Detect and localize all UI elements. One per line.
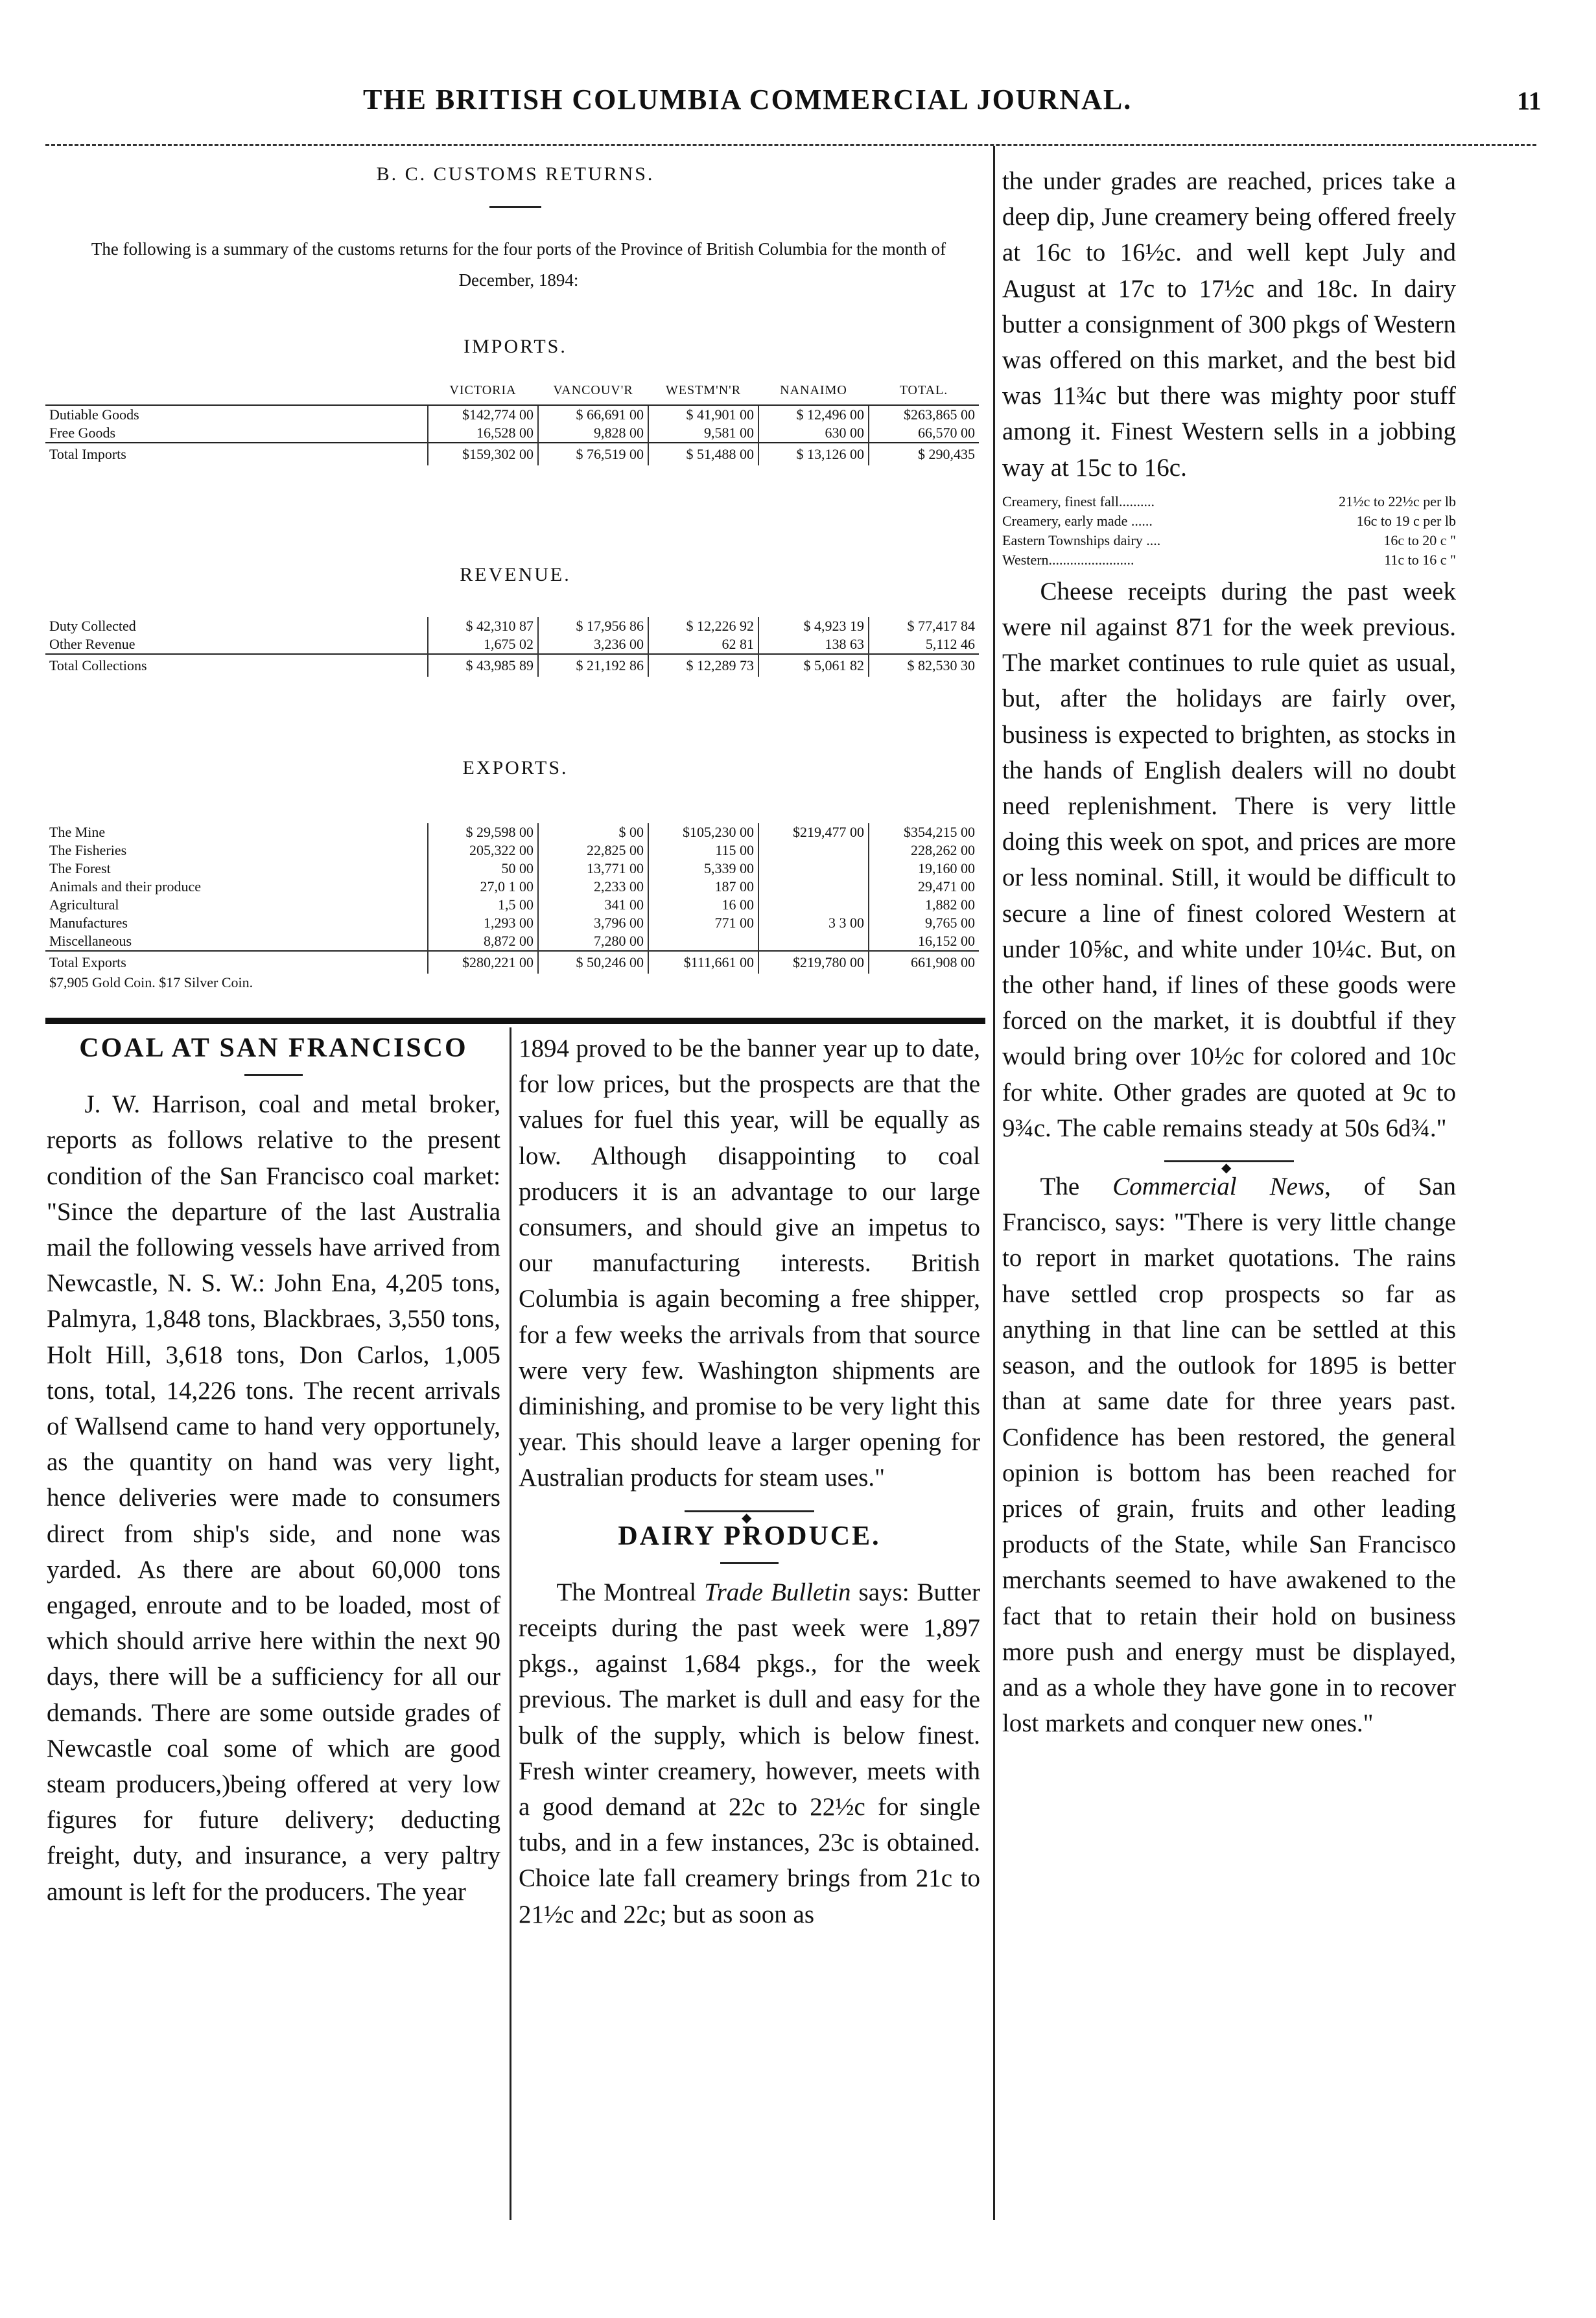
news-intro-start: The bbox=[1040, 1173, 1113, 1201]
cell-value: $ 4,923 19 bbox=[758, 617, 869, 635]
cheese-paragraph: Cheese receipts during the past week were nil against 871 for the week previous. The market continues to rule quiet as usual, but, after the holidays are fairly over, business is expected to brighten, as stocks in the hands of English dealers will no doubt need replenishment. There is very little doing this week on spot, and prices are more or less nominal. Still, it would be difficult to secure a line of finest colored Western at under 10⅝c, and white under 10¼c. But, on the other hand, if lines of these goods were forced on the market, it is doubtful if they would bring over 10½c for colored and 10c for white. Other grades are quoted at 9c to 9¾c. The cable remains steady at 50s 6d¾." bbox=[1002, 577, 1456, 1142]
column-rule-right bbox=[993, 146, 995, 2220]
table-row bbox=[45, 914, 979, 932]
column-header: TOTAL. bbox=[869, 376, 979, 405]
table-row bbox=[45, 860, 979, 878]
table-row bbox=[45, 617, 979, 635]
exports-heading: EXPORTS. bbox=[462, 757, 569, 779]
cell-value: 115 00 bbox=[648, 841, 758, 860]
heading-dash bbox=[720, 1562, 779, 1564]
cell-value: 3 3 00 bbox=[758, 914, 869, 932]
price-row bbox=[1002, 550, 1456, 570]
cell-value bbox=[758, 860, 869, 878]
customs-title: B. C. CUSTOMS RETURNS. bbox=[376, 163, 655, 185]
total-row bbox=[45, 654, 979, 677]
coin-note-row bbox=[45, 974, 979, 992]
cell-value: $ 12,226 92 bbox=[648, 617, 758, 635]
cell-value: 1,293 00 bbox=[428, 914, 538, 932]
customs-returns bbox=[45, 156, 985, 1018]
cell-value: 187 00 bbox=[648, 878, 758, 896]
cell-value bbox=[758, 932, 869, 951]
column-right bbox=[1002, 163, 1456, 1741]
revenue-table bbox=[45, 617, 979, 677]
cell-value: $ 82,530 30 bbox=[869, 654, 979, 677]
journal-title: THE BRITISH COLUMBIA COMMERCIAL JOURNAL. bbox=[363, 84, 1132, 115]
cell-value: $ 76,519 00 bbox=[538, 443, 648, 465]
coal-body-part2: 1894 proved to be the banner year up to date, for low prices, but the prospects are that the values for fuel this year, will be equally as low. Although disappointing to coal producers it is an advantage to our large consumers, and should give an impetus to our manufacturing interests. British Columbia is again becoming a free shipper, for a few weeks the arrivals from that source were very few. Washington shipments are diminishing, and promise to be very light this year. This should leave a larger opening for Australian products for steam uses." bbox=[519, 1035, 980, 1492]
dairy-intro-rest: says: Butter receipts during the past week were 1,897 pkgs., against 1,684 pkgs., for the week previous. The market is dull and easy for the bulk of the supply, which is below finest. Fresh winter creamery, however, meets with a good demand at 22c to 22½c for single tubs, and in a few instances, 23c is obtained. Choice late fall creamery brings from 21c to 21½c and 22c; but as soon as bbox=[519, 1578, 980, 1928]
cell-value: 3,236 00 bbox=[538, 635, 648, 654]
cell-value: 9,581 00 bbox=[648, 424, 758, 443]
table-row bbox=[45, 424, 979, 443]
row-label: The Forest bbox=[49, 860, 111, 876]
header-rule bbox=[45, 144, 1536, 146]
cell-value: 50 00 bbox=[428, 860, 538, 878]
cell-value: 5,339 00 bbox=[648, 860, 758, 878]
cell-value: 16,152 00 bbox=[869, 932, 979, 951]
source-name: Trade Bulletin bbox=[704, 1578, 851, 1606]
row-label: Total Exports bbox=[45, 951, 428, 974]
table-row bbox=[45, 635, 979, 654]
table-header-row bbox=[45, 376, 979, 405]
cell-value: $ 5,061 82 bbox=[758, 654, 869, 677]
cell-value: $ 12,496 00 bbox=[758, 405, 869, 424]
cell-value: 3,796 00 bbox=[538, 914, 648, 932]
price-row bbox=[1002, 492, 1456, 511]
section-ornament bbox=[685, 1510, 814, 1512]
table-row bbox=[45, 841, 979, 860]
row-label: Miscellaneous bbox=[49, 933, 132, 949]
price-value: 21½c to 22½c per lb bbox=[1339, 493, 1456, 509]
cell-value: 13,771 00 bbox=[538, 860, 648, 878]
cell-value: $ 12,289 73 bbox=[648, 654, 758, 677]
price-item: Eastern Townships dairy .... bbox=[1002, 532, 1161, 548]
cell-value: 1,675 02 bbox=[428, 635, 538, 654]
price-value: 16c to 20 c " bbox=[1383, 532, 1456, 548]
cell-value bbox=[758, 878, 869, 896]
row-label: Free Goods bbox=[49, 425, 116, 441]
price-item: Western........................ bbox=[1002, 551, 1134, 568]
cell-value: $ 66,691 00 bbox=[538, 405, 648, 424]
cell-value: $142,774 00 bbox=[428, 405, 538, 424]
row-label: The Mine bbox=[49, 824, 106, 840]
cell-value: $ 43,985 89 bbox=[428, 654, 538, 677]
cell-value: $ 42,310 87 bbox=[428, 617, 538, 635]
price-item: Creamery, early made ...... bbox=[1002, 512, 1153, 529]
cell-value: 19,160 00 bbox=[869, 860, 979, 878]
cell-value: $ 21,192 86 bbox=[538, 654, 648, 677]
cell-value: $ 13,126 00 bbox=[758, 443, 869, 465]
dairy-intro bbox=[519, 1575, 980, 1932]
commercial-news-paragraph bbox=[1002, 1169, 1456, 1741]
title-dash bbox=[489, 206, 541, 208]
imports-table bbox=[45, 376, 979, 465]
price-value: 16c to 19 c per lb bbox=[1356, 512, 1456, 529]
row-label: Agricultural bbox=[49, 896, 119, 913]
total-row bbox=[45, 951, 979, 974]
cell-value: $ 17,956 86 bbox=[538, 617, 648, 635]
cell-value: 9,765 00 bbox=[869, 914, 979, 932]
column-middle bbox=[519, 1031, 980, 1932]
cell-value bbox=[758, 841, 869, 860]
table-row bbox=[45, 878, 979, 896]
cell-value: 771 00 bbox=[648, 914, 758, 932]
cell-value: $105,230 00 bbox=[648, 823, 758, 841]
total-row bbox=[45, 443, 979, 465]
table-row bbox=[45, 896, 979, 914]
column-rule-left bbox=[510, 1027, 511, 2220]
cell-value: $111,661 00 bbox=[648, 951, 758, 974]
news-intro-rest: , of San Francisco, says: "There is very little change to report in market quotations. The rains have settled crop prospects so far as anything in that line can be settled at this season, and the outlook for 1895 is better than at same date for three years past. Confidence has been restored, the general opinion is bottom has been reached for prices of grain, fruits and other leading products of the State, while San Francisco merchants seemed to have awakened to the fact that to retain their hold on business more push and energy must be displayed, and as a whole they have gone in to recover lost markets and conquer new ones." bbox=[1002, 1173, 1456, 1738]
cell-value: 27,0 1 00 bbox=[428, 878, 538, 896]
column-header: VANCOUV'R bbox=[538, 376, 648, 405]
cell-value: 62 81 bbox=[648, 635, 758, 654]
price-value: 11c to 16 c " bbox=[1384, 551, 1456, 568]
cell-value: 661,908 00 bbox=[869, 951, 979, 974]
exports-table bbox=[45, 823, 979, 992]
page-number: 11 bbox=[1517, 86, 1542, 115]
table-row bbox=[45, 932, 979, 951]
cell-value: 1,882 00 bbox=[869, 896, 979, 914]
price-row bbox=[1002, 511, 1456, 531]
coal-heading: COAL AT SAN FRANCISCO bbox=[79, 1033, 468, 1063]
cell-value: 16,528 00 bbox=[428, 424, 538, 443]
column-header: VICTORIA bbox=[428, 376, 538, 405]
price-item: Creamery, finest fall.......... bbox=[1002, 493, 1155, 509]
cell-value: 5,112 46 bbox=[869, 635, 979, 654]
cell-value: 7,280 00 bbox=[538, 932, 648, 951]
column-header: NANAIMO bbox=[758, 376, 869, 405]
section-rule bbox=[45, 1018, 985, 1024]
source-name: Commercial News bbox=[1112, 1173, 1325, 1201]
cell-value: $ 50,246 00 bbox=[538, 951, 648, 974]
revenue-heading: REVENUE. bbox=[460, 564, 571, 585]
row-label: Total Collections bbox=[45, 654, 428, 677]
cell-value: 138 63 bbox=[758, 635, 869, 654]
coal-body-part1: J. W. Harrison, coal and metal broker, reports as follows relative to the present condition of the San Francisco coal market: "Since the departure of the last Australia mail the following vessels have arrived from Newcastle, N. S. W.: John Ena, 4,205 tons, Palmyra, 1,848 tons, Blackbraes, 3,550 tons, Holt Hill, 3,618 tons, Don Carlos, 1,005 tons, total, 14,226 tons. The recent arrivals of Wallsend came to hand very opportunely, as the quantity on hand was very light, hence deliveries were made to consumers direct from ship's side, and none was yarded. As there are about 60,000 tons engaged, enroute and to be loaded, most of which should arrive here within the next 90 days, there will be a sufficiency for all our demands. There are some outside grades of Newcastle coal some of which are good steam producers,)being offered at very low figures for future delivery; deducting freight, duty, and insurance, a very paltry amount is left for the producers. The year bbox=[47, 1090, 500, 1906]
row-label: Duty Collected bbox=[49, 618, 136, 634]
cell-value: $280,221 00 bbox=[428, 951, 538, 974]
heading-dash bbox=[244, 1074, 303, 1076]
row-label: Other Revenue bbox=[49, 636, 135, 652]
customs-intro: The following is a summary of the customs returns for the four ports of the Province of British Columbia for the month of December, 1894: bbox=[91, 239, 946, 290]
cell-value: 341 00 bbox=[538, 896, 648, 914]
cell-value: 66,570 00 bbox=[869, 424, 979, 443]
price-row bbox=[1002, 531, 1456, 550]
column-left bbox=[47, 1031, 500, 1910]
cell-value: 22,825 00 bbox=[538, 841, 648, 860]
cell-value: $263,865 00 bbox=[869, 405, 979, 424]
dairy-intro-start: The Montreal bbox=[556, 1578, 705, 1606]
cell-value: $219,477 00 bbox=[758, 823, 869, 841]
cell-value: $ 41,901 00 bbox=[648, 405, 758, 424]
dairy-heading: DAIRY PRODUCE. bbox=[618, 1521, 881, 1551]
coin-note: $7,905 Gold Coin. $17 Silver Coin. bbox=[49, 974, 253, 990]
running-head bbox=[0, 83, 1596, 128]
cell-value bbox=[648, 932, 758, 951]
imports-heading: IMPORTS. bbox=[464, 336, 567, 357]
row-label: Manufactures bbox=[49, 915, 128, 931]
cell-value: 16 00 bbox=[648, 896, 758, 914]
cell-value: 205,322 00 bbox=[428, 841, 538, 860]
cell-value: $219,780 00 bbox=[758, 951, 869, 974]
cell-value bbox=[758, 896, 869, 914]
cell-value: $159,302 00 bbox=[428, 443, 538, 465]
table-row bbox=[45, 405, 979, 424]
column-header: WESTM'N'R bbox=[648, 376, 758, 405]
column-header-blank bbox=[45, 376, 428, 405]
table-row bbox=[45, 823, 979, 841]
cell-value: 1,5 00 bbox=[428, 896, 538, 914]
cell-value: 228,262 00 bbox=[869, 841, 979, 860]
cell-value: 9,828 00 bbox=[538, 424, 648, 443]
cell-value: $ 290,435 bbox=[869, 443, 979, 465]
cell-value: $ 00 bbox=[538, 823, 648, 841]
cell-value: 2,233 00 bbox=[538, 878, 648, 896]
cell-value: $ 29,598 00 bbox=[428, 823, 538, 841]
dairy-continued: the under grades are reached, prices take a deep dip, June creamery being offered freely at 16c to 16½c. and well kept July and August at 17c to 17½c and 18c. In dairy butter a consignment of 300 pkgs of Western was offered on this market, and the best bid was 11¾c but there was mighty poor stuff among it. Finest Western sells in a jobbing way at 15c to 16c. bbox=[1002, 167, 1456, 482]
row-label: The Fisheries bbox=[49, 842, 127, 858]
row-label: Total Imports bbox=[45, 443, 428, 465]
cell-value: 630 00 bbox=[758, 424, 869, 443]
cell-value: $ 51,488 00 bbox=[648, 443, 758, 465]
price-list bbox=[1002, 492, 1456, 570]
cell-value: $354,215 00 bbox=[869, 823, 979, 841]
cell-value: 29,471 00 bbox=[869, 878, 979, 896]
row-label: Dutiable Goods bbox=[49, 406, 139, 423]
cell-value: $ 77,417 84 bbox=[869, 617, 979, 635]
section-ornament bbox=[1164, 1160, 1294, 1162]
cell-value: 8,872 00 bbox=[428, 932, 538, 951]
row-label: Animals and their produce bbox=[49, 878, 201, 895]
